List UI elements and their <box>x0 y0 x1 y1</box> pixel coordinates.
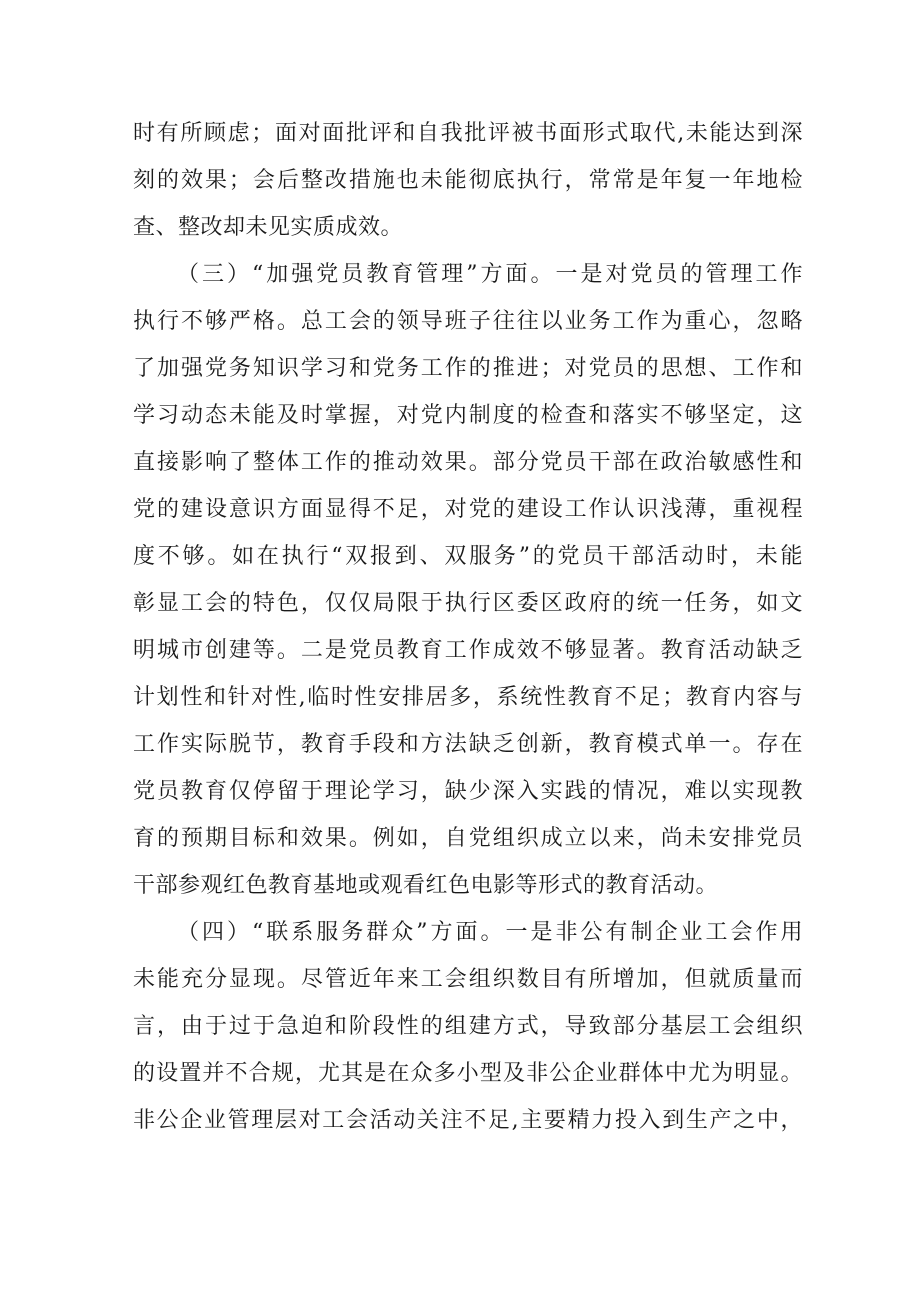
paragraph-2-line-4: 学习动态未能及时掌握，对党内制度的检查和落实不够坚定，这 <box>133 403 803 428</box>
paragraph-3-line-5: 非公企业管理层对工会活动关注不足,主要精力投入到生产之中， <box>133 1108 803 1133</box>
paragraph-2-line-9: 明城市创建等。二是党员教育工作成效不够显著。教育活动缺乏 <box>133 638 803 663</box>
paragraph-2-line-6: 党的建设意识方面显得不足，对党的建设工作认识浅薄，重视程 <box>133 497 803 522</box>
paragraph-2-line-1: （三）“加强党员教育管理”方面。一是对党员的管理工作 <box>177 262 803 287</box>
paragraph-1-line-3: 查、整改却未见实质成效。 <box>133 215 404 240</box>
paragraph-3-line-4: 的设置并不合规，尤其是在众多小型及非公企业群体中尤为明显。 <box>133 1061 803 1086</box>
paragraph-1-line-2: 刻的效果；会后整改措施也未能彻底执行，常常是年复一年地检 <box>133 168 803 193</box>
paragraph-2-line-3: 了加强党务知识学习和党务工作的推进；对党员的思想、工作和 <box>133 356 803 381</box>
paragraph-2-line-12: 党员教育仅停留于理论学习，缺少深入实践的情况，难以实现教 <box>133 779 803 804</box>
paragraph-2-line-14: 干部参观红色教育基地或观看红色电影等形式的教育活动。 <box>133 873 719 898</box>
paragraph-3-line-2: 未能充分显现。尽管近年来工会组织数目有所增加，但就质量而 <box>133 967 803 992</box>
paragraph-2-line-5: 直接影响了整体工作的推动效果。部分党员干部在政治敏感性和 <box>133 450 803 475</box>
paragraph-2-line-7: 度不够。如在执行“双报到、双服务”的党员干部活动时，未能 <box>133 544 803 569</box>
paragraph-2-line-11: 工作实际脱节，教育手段和方法缺乏创新，教育模式单一。存在 <box>133 732 803 757</box>
paragraph-3-line-3: 言，由于过于急迫和阶段性的组建方式，导致部分基层工会组织 <box>133 1014 803 1039</box>
paragraph-1-line-1: 时有所顾虑；面对面批评和自我批评被书面形式取代,未能达到深 <box>133 121 803 146</box>
paragraph-2-line-13: 育的预期目标和效果。例如，自党组织成立以来，尚未安排党员 <box>133 826 803 851</box>
paragraph-2-line-8: 彰显工会的特色，仅仅局限于执行区委区政府的统一任务，如文 <box>133 591 803 616</box>
paragraph-2-line-2: 执行不够严格。总工会的领导班子往往以业务工作为重心，忽略 <box>133 309 803 334</box>
document-body <box>133 110 803 1144</box>
paragraph-2-line-10: 计划性和针对性,临时性安排居多，系统性教育不足；教育内容与 <box>133 685 803 710</box>
paragraph-3-line-1: （四）“联系服务群众”方面。一是非公有制企业工会作用 <box>177 920 803 945</box>
